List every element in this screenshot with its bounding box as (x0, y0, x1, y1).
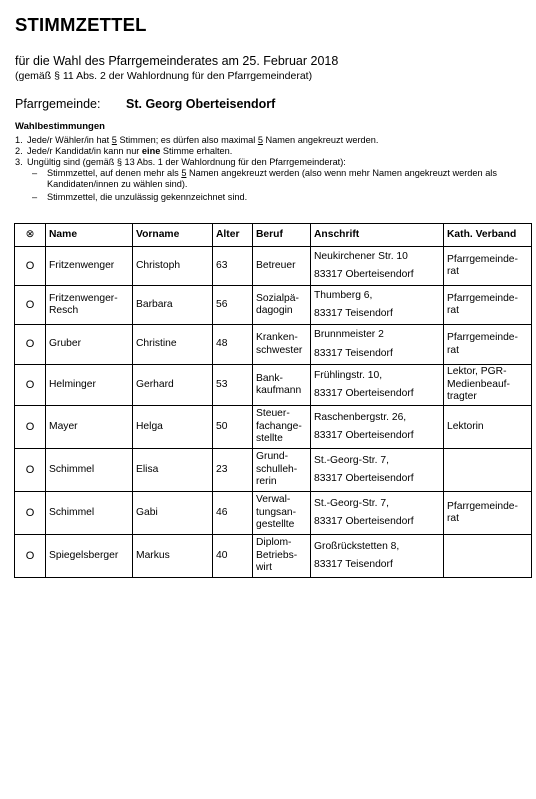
candidate-beruf: Diplom-Betriebs-wirt (253, 535, 311, 578)
vote-checkbox[interactable]: O (15, 535, 46, 578)
candidate-alter: 23 (213, 449, 253, 492)
rule-number: 2. (15, 146, 23, 156)
candidate-verband: Pfarrgemeinde-rat (444, 492, 532, 535)
vote-checkbox[interactable]: O (15, 286, 46, 325)
table-row (15, 286, 532, 325)
beruf-column-header: Beruf (253, 224, 311, 247)
candidate-beruf: Grund-schulleh-rerin (253, 449, 311, 492)
subrule-text: Stimmzettel, auf denen mehr als 5 Namen angekreuzt werden (also wenn mehr Namen angekreuzt werden als Kandidaten/innen zu wählen sind). (47, 168, 497, 189)
candidate-vorname: Christoph (133, 247, 213, 286)
candidate-verband: Pfarrgemeinde-rat (444, 286, 532, 325)
candidate-beruf: Steuer-fachange-stellte (253, 406, 311, 449)
candidate-vorname: Elisa (133, 449, 213, 492)
candidate-alter: 56 (213, 286, 253, 325)
mark-column-header: ⊗ (15, 224, 46, 247)
candidate-beruf: Sozialpä-dagogin (253, 286, 311, 325)
table-row (15, 449, 532, 492)
candidate-name: Spiegelsberger (46, 535, 133, 578)
parish-name: St. Georg Oberteisendorf (126, 97, 276, 111)
candidate-anschrift: St.-Georg-Str. 7, 83317 Oberteisendorf (311, 492, 444, 535)
candidate-anschrift: Frühlingstr. 10, 83317 Oberteisendorf (311, 365, 444, 406)
parish-label: Pfarrgemeinde: (15, 97, 101, 111)
candidate-name: Schimmel (46, 492, 133, 535)
rule-number: 3. (15, 157, 23, 167)
rules-heading: Wahlbestimmungen (15, 121, 105, 132)
rule-text: Ungültig sind (gemäß § 13 Abs. 1 der Wahlordnung für den Pfarrgemeinderat): (27, 157, 346, 167)
candidate-anschrift: Neukirchener Str. 10 83317 Oberteisendorf (311, 247, 444, 286)
candidate-name: Fritzenwenger-Resch (46, 286, 133, 325)
rule-text: Jede/r Wähler/in hat 5 Stimmen; es dürfen also maximal 5 Namen angekreuzt werden. (27, 135, 379, 145)
candidate-verband (444, 535, 532, 578)
ballot-title: STIMMZETTEL (15, 14, 147, 35)
vote-checkbox[interactable]: O (15, 325, 46, 365)
vote-checkbox[interactable]: O (15, 406, 46, 449)
rule-number: 1. (15, 135, 23, 145)
candidate-anschrift: St.-Georg-Str. 7, 83317 Oberteisendorf (311, 449, 444, 492)
vote-checkbox[interactable]: O (15, 492, 46, 535)
candidate-anschrift: Thumberg 6, 83317 Teisendorf (311, 286, 444, 325)
vote-checkbox[interactable]: O (15, 365, 46, 406)
candidate-name: Gruber (46, 325, 133, 365)
table-row (15, 406, 532, 449)
candidate-name: Helminger (46, 365, 133, 406)
candidate-vorname: Gerhard (133, 365, 213, 406)
candidate-verband: Pfarrgemeinde-rat (444, 247, 532, 286)
candidate-beruf: Kranken-schwester (253, 325, 311, 365)
candidate-name: Fritzenwenger (46, 247, 133, 286)
election-legal-note: (gemäß § 11 Abs. 2 der Wahlordnung für den Pfarrgemeinderat) (15, 70, 313, 82)
election-subtitle: für die Wahl des Pfarrgemeinderates am 25. Februar 2018 (15, 54, 339, 68)
table-row (15, 247, 532, 286)
candidate-name: Mayer (46, 406, 133, 449)
table-row (15, 535, 532, 578)
candidate-vorname: Christine (133, 325, 213, 365)
candidate-verband: Pfarrgemeinde-rat (444, 325, 532, 365)
candidate-name: Schimmel (46, 449, 133, 492)
candidate-verband (444, 449, 532, 492)
subrule-dash: – (32, 192, 38, 202)
table-row (15, 492, 532, 535)
candidate-alter: 53 (213, 365, 253, 406)
vorname-column-header: Vorname (133, 224, 213, 247)
verband-column-header: Kath. Verband (444, 224, 532, 247)
candidate-vorname: Barbara (133, 286, 213, 325)
candidate-beruf: Verwal-tungsan-gestellte (253, 492, 311, 535)
candidate-anschrift: Großrückstetten 8, 83317 Teisendorf (311, 535, 444, 578)
candidate-alter: 48 (213, 325, 253, 365)
rule-text: Jede/r Kandidat/in kann nur eine Stimme erhalten. (27, 146, 233, 156)
name-column-header: Name (46, 224, 133, 247)
vote-checkbox[interactable]: O (15, 449, 46, 492)
table-header-row (15, 224, 532, 247)
candidate-verband: Lektorin (444, 406, 532, 449)
subrule-text: Stimmzettel, die unzulässig gekennzeichnet sind. (47, 192, 248, 202)
candidate-table (14, 223, 532, 578)
vote-checkbox[interactable]: O (15, 247, 46, 286)
table-row (15, 365, 532, 406)
candidate-verband: Lektor, PGR-Medienbeauf-tragter (444, 365, 532, 406)
candidate-vorname: Helga (133, 406, 213, 449)
alter-column-header: Alter (213, 224, 253, 247)
table-row (15, 325, 532, 365)
candidate-vorname: Markus (133, 535, 213, 578)
candidate-beruf: Betreuer (253, 247, 311, 286)
subrule-dash: – (32, 168, 38, 178)
candidate-anschrift: Brunnmeister 2 83317 Teisendorf (311, 325, 444, 365)
candidate-beruf: Bank-kaufmann (253, 365, 311, 406)
candidate-alter: 50 (213, 406, 253, 449)
candidate-alter: 40 (213, 535, 253, 578)
candidate-anschrift: Raschenbergstr. 26, 83317 Oberteisendorf (311, 406, 444, 449)
candidate-alter: 63 (213, 247, 253, 286)
candidate-vorname: Gabi (133, 492, 213, 535)
candidate-alter: 46 (213, 492, 253, 535)
parish-line (15, 97, 275, 111)
anschrift-column-header: Anschrift (311, 224, 444, 247)
